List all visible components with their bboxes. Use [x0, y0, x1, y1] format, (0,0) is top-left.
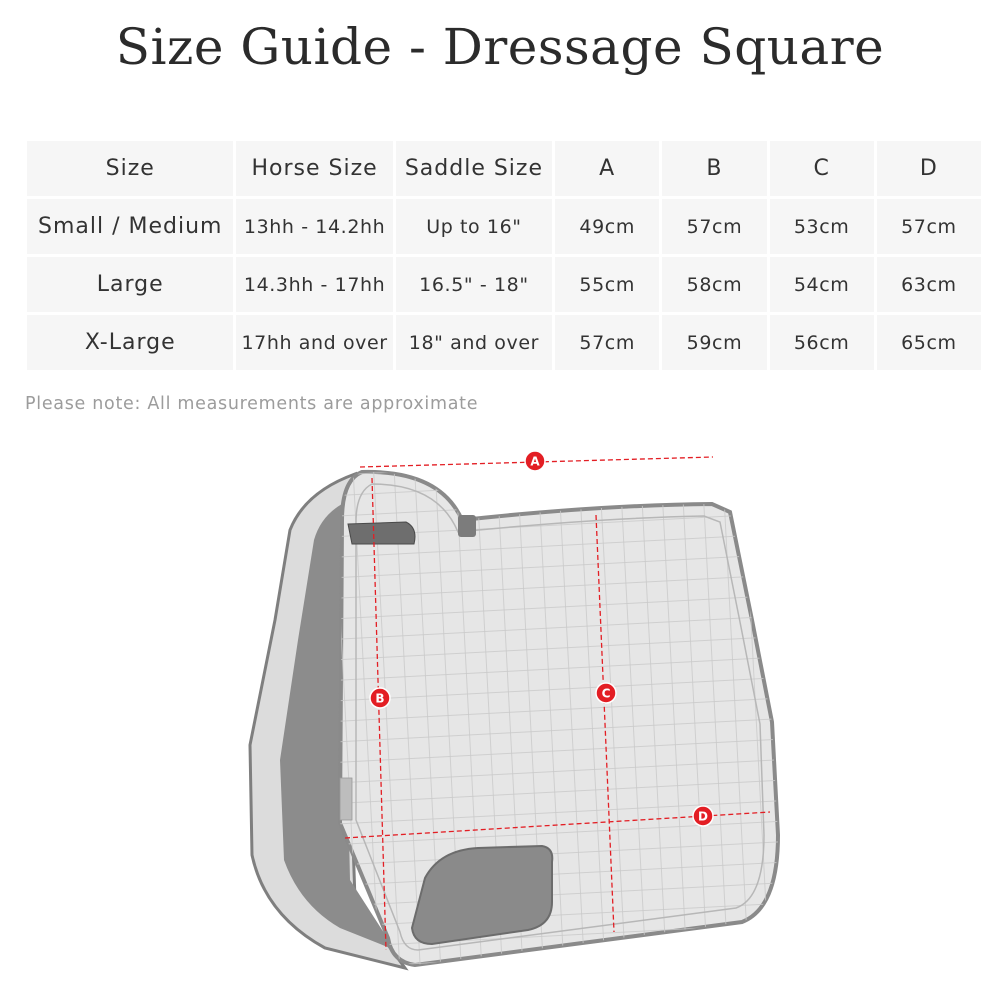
cell-size: Small / Medium	[27, 199, 233, 254]
header-size: Size	[27, 141, 233, 196]
cell-c: 53cm	[770, 199, 874, 254]
cell-c: 56cm	[770, 315, 874, 370]
cell-size: X-Large	[27, 315, 233, 370]
table-row	[27, 315, 981, 370]
marker-label: C	[601, 686, 611, 701]
cell-horse-size: 17hh and over	[236, 315, 392, 370]
table-header-row	[27, 141, 981, 196]
cell-size: Large	[27, 257, 233, 312]
cell-a: 55cm	[555, 257, 659, 312]
cell-a: 57cm	[555, 315, 659, 370]
girth-strap	[348, 522, 415, 544]
side-label	[340, 778, 352, 820]
marker-label: B	[375, 691, 385, 706]
cell-horse-size: 13hh - 14.2hh	[236, 199, 392, 254]
marker-label: A	[530, 454, 540, 469]
marker-b	[370, 688, 390, 708]
table-row	[27, 257, 981, 312]
cell-horse-size: 14.3hh - 17hh	[236, 257, 392, 312]
marker-c	[596, 683, 616, 703]
cell-d: 65cm	[877, 315, 981, 370]
header-b: B	[662, 141, 766, 196]
header-horse-size: Horse Size	[236, 141, 392, 196]
marker-a	[525, 451, 545, 471]
cell-b: 58cm	[662, 257, 766, 312]
table-row	[27, 199, 981, 254]
cell-saddle-size: 16.5" - 18"	[396, 257, 552, 312]
header-a: A	[555, 141, 659, 196]
marker-label: D	[698, 809, 708, 824]
cell-a: 49cm	[555, 199, 659, 254]
cell-d: 57cm	[877, 199, 981, 254]
header-c: C	[770, 141, 874, 196]
cell-b: 57cm	[662, 199, 766, 254]
logo-tab	[458, 515, 476, 537]
cell-d: 63cm	[877, 257, 981, 312]
measurement-note: Please note: All measurements are approximate	[25, 394, 479, 414]
header-saddle-size: Saddle Size	[396, 141, 552, 196]
marker-d	[693, 806, 713, 826]
cell-saddle-size: 18" and over	[396, 315, 552, 370]
header-d: D	[877, 141, 981, 196]
size-table	[24, 138, 984, 373]
cell-b: 59cm	[662, 315, 766, 370]
cell-saddle-size: Up to 16"	[396, 199, 552, 254]
page-title: Size Guide - Dressage Square	[115, 18, 885, 76]
saddle-pad-diagram	[0, 440, 1000, 980]
cell-c: 54cm	[770, 257, 874, 312]
